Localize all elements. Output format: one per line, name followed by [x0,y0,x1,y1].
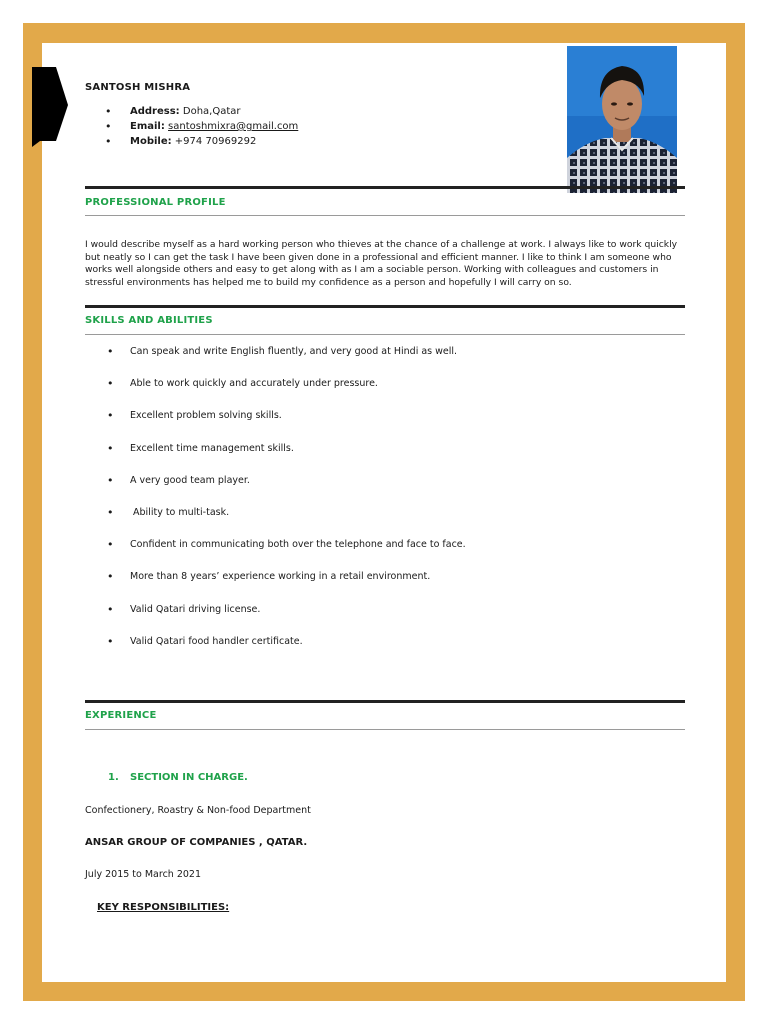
list-item: • Can speak and write English fluently, and very good at Hindi as well. [85,344,466,376]
heading-skills: SKILLS AND ABILITIES [85,315,213,326]
contact-mobile-label: Mobile: [130,136,172,147]
job-dates: July 2015 to March 2021 [85,869,202,880]
list-item: • Excellent problem solving skills. [85,408,466,440]
contact-list [85,104,298,149]
contact-address [85,104,298,119]
profile-photo [567,46,677,193]
list-item: • A very good team player. [85,473,466,505]
contact-email-link[interactable]: santoshmixra@gmail.com [168,121,299,132]
job-title [108,772,248,783]
list-item: • Valid Qatari driving license. [85,602,466,634]
list-item: • Confident in communicating both over the telephone and face to face. [85,537,466,569]
skills-list [85,344,466,666]
job-title-text: SECTION IN CHARGE. [130,772,248,783]
divider-profile [85,305,685,308]
contact-address-value: Doha,Qatar [182,106,241,117]
divider-experience-heading [85,729,685,730]
job-number: 1. [108,772,119,783]
list-item: • Able to work quickly and accurately under pressure. [85,376,466,408]
contact-mobile [85,134,298,149]
job-company: ANSAR GROUP OF COMPANIES , QATAR. [85,837,308,848]
heading-professional-profile: PROFESSIONAL PROFILE [85,197,226,208]
divider-skills-heading [85,334,685,335]
heading-experience: EXPERIENCE [85,710,157,721]
header-tab-shape [32,67,68,147]
contact-email-label: Email: [130,121,165,132]
profile-text: I would describe myself as a hard working person who thieves at the chance of a challenge at work. I always like to work quickly but neatly so I can get the task I have been given done in a professional and efficient manner. I like to think I am someone who works well alongside others and easy to get along with as I am a sociable person. Working with colleagues and customers in stressful environments has helped me to build my confidence as a person and hopefully I will carry on so. [85,239,678,288]
contact-address-label: Address: [130,106,180,117]
list-item: • Valid Qatari food handler certificate. [85,634,466,666]
divider-header [85,186,685,189]
contact-email [85,119,298,134]
divider-profile-heading [85,215,685,216]
contact-mobile-value: +974 70969292 [171,136,257,147]
list-item: • More than 8 years’ experience working in a retail environment. [85,569,466,601]
job-department: Confectionery, Roastry & Non-food Department [85,805,311,816]
divider-skills [85,700,685,703]
key-responsibilities-heading: KEY RESPONSIBILITIES: [97,902,230,913]
list-item: • Ability to multi-task. [85,505,466,537]
list-item: • Excellent time management skills. [85,441,466,473]
candidate-name: SANTOSH MISHRA [85,82,191,93]
